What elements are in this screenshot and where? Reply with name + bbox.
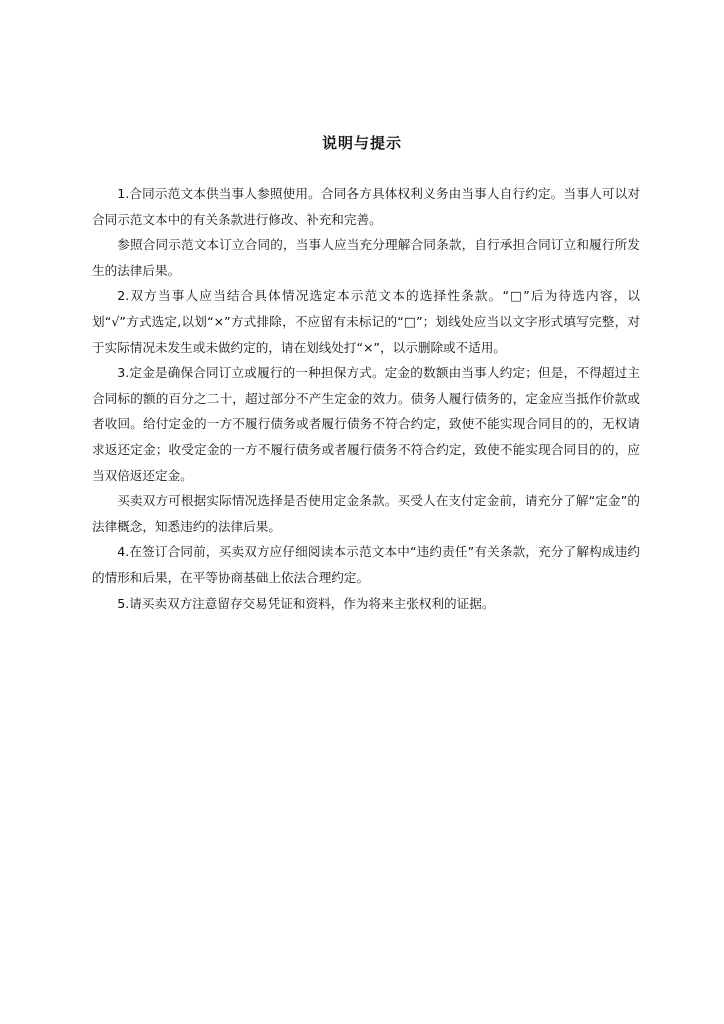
paragraph-2: 参照合同示范文本订立合同的，当事人应当充分理解合同条款，自行承担合同订立和履行所发生的法律后果。 [92, 237, 640, 278]
document-body [92, 181, 640, 616]
paragraph-6: 4.在签订合同前，买卖双方应仔细阅读本示范文本中“违约责任”有关条款，充分了解构成违约的情形和后果，在平等协商基础上依法合理约定。 [92, 544, 640, 585]
paragraph-3: 2.双方当事人应当结合具体情况选定本示范文本的选择性条款。“□”后为待选内容，以划“√”方式选定,以划“×”方式排除，不应留有未标记的“□”；划线处应当以文字形式填写完整，对于实际情况未发生或未做约定的，请在划线处打“×”，以示删除或不适用。 [92, 288, 640, 355]
paragraph-5: 买卖双方可根据实际情况选择是否使用定金条款。买受人在支付定金前，请充分了解“定金”的法律概念，知悉违约的法律后果。 [92, 493, 640, 534]
paragraph-4: 3.定金是确保合同订立或履行的一种担保方式。定金的数额由当事人约定；但是，不得超过主合同标的额的百分之二十，超过部分不产生定金的效力。债务人履行债务的，定金应当抵作价款或者收回。给付定金的一方不履行债务或者履行债务不符合约定，致使不能实现合同目的的，无权请求返还定金；收受定金的一方不履行债务或者履行债务不符合约定，致使不能实现合同目的的，应当双倍返还定金。 [92, 365, 640, 483]
page-title: 说明与提示 [321, 134, 402, 152]
paragraph-7: 5.请买卖双方注意留存交易凭证和资料，作为将来主张权利的证据。 [117, 595, 495, 611]
paragraph-1: 1.合同示范文本供当事人参照使用。合同各方具体权利义务由当事人自行约定。当事人可以对合同示范文本中的有关条款进行修改、补充和完善。 [92, 186, 640, 227]
